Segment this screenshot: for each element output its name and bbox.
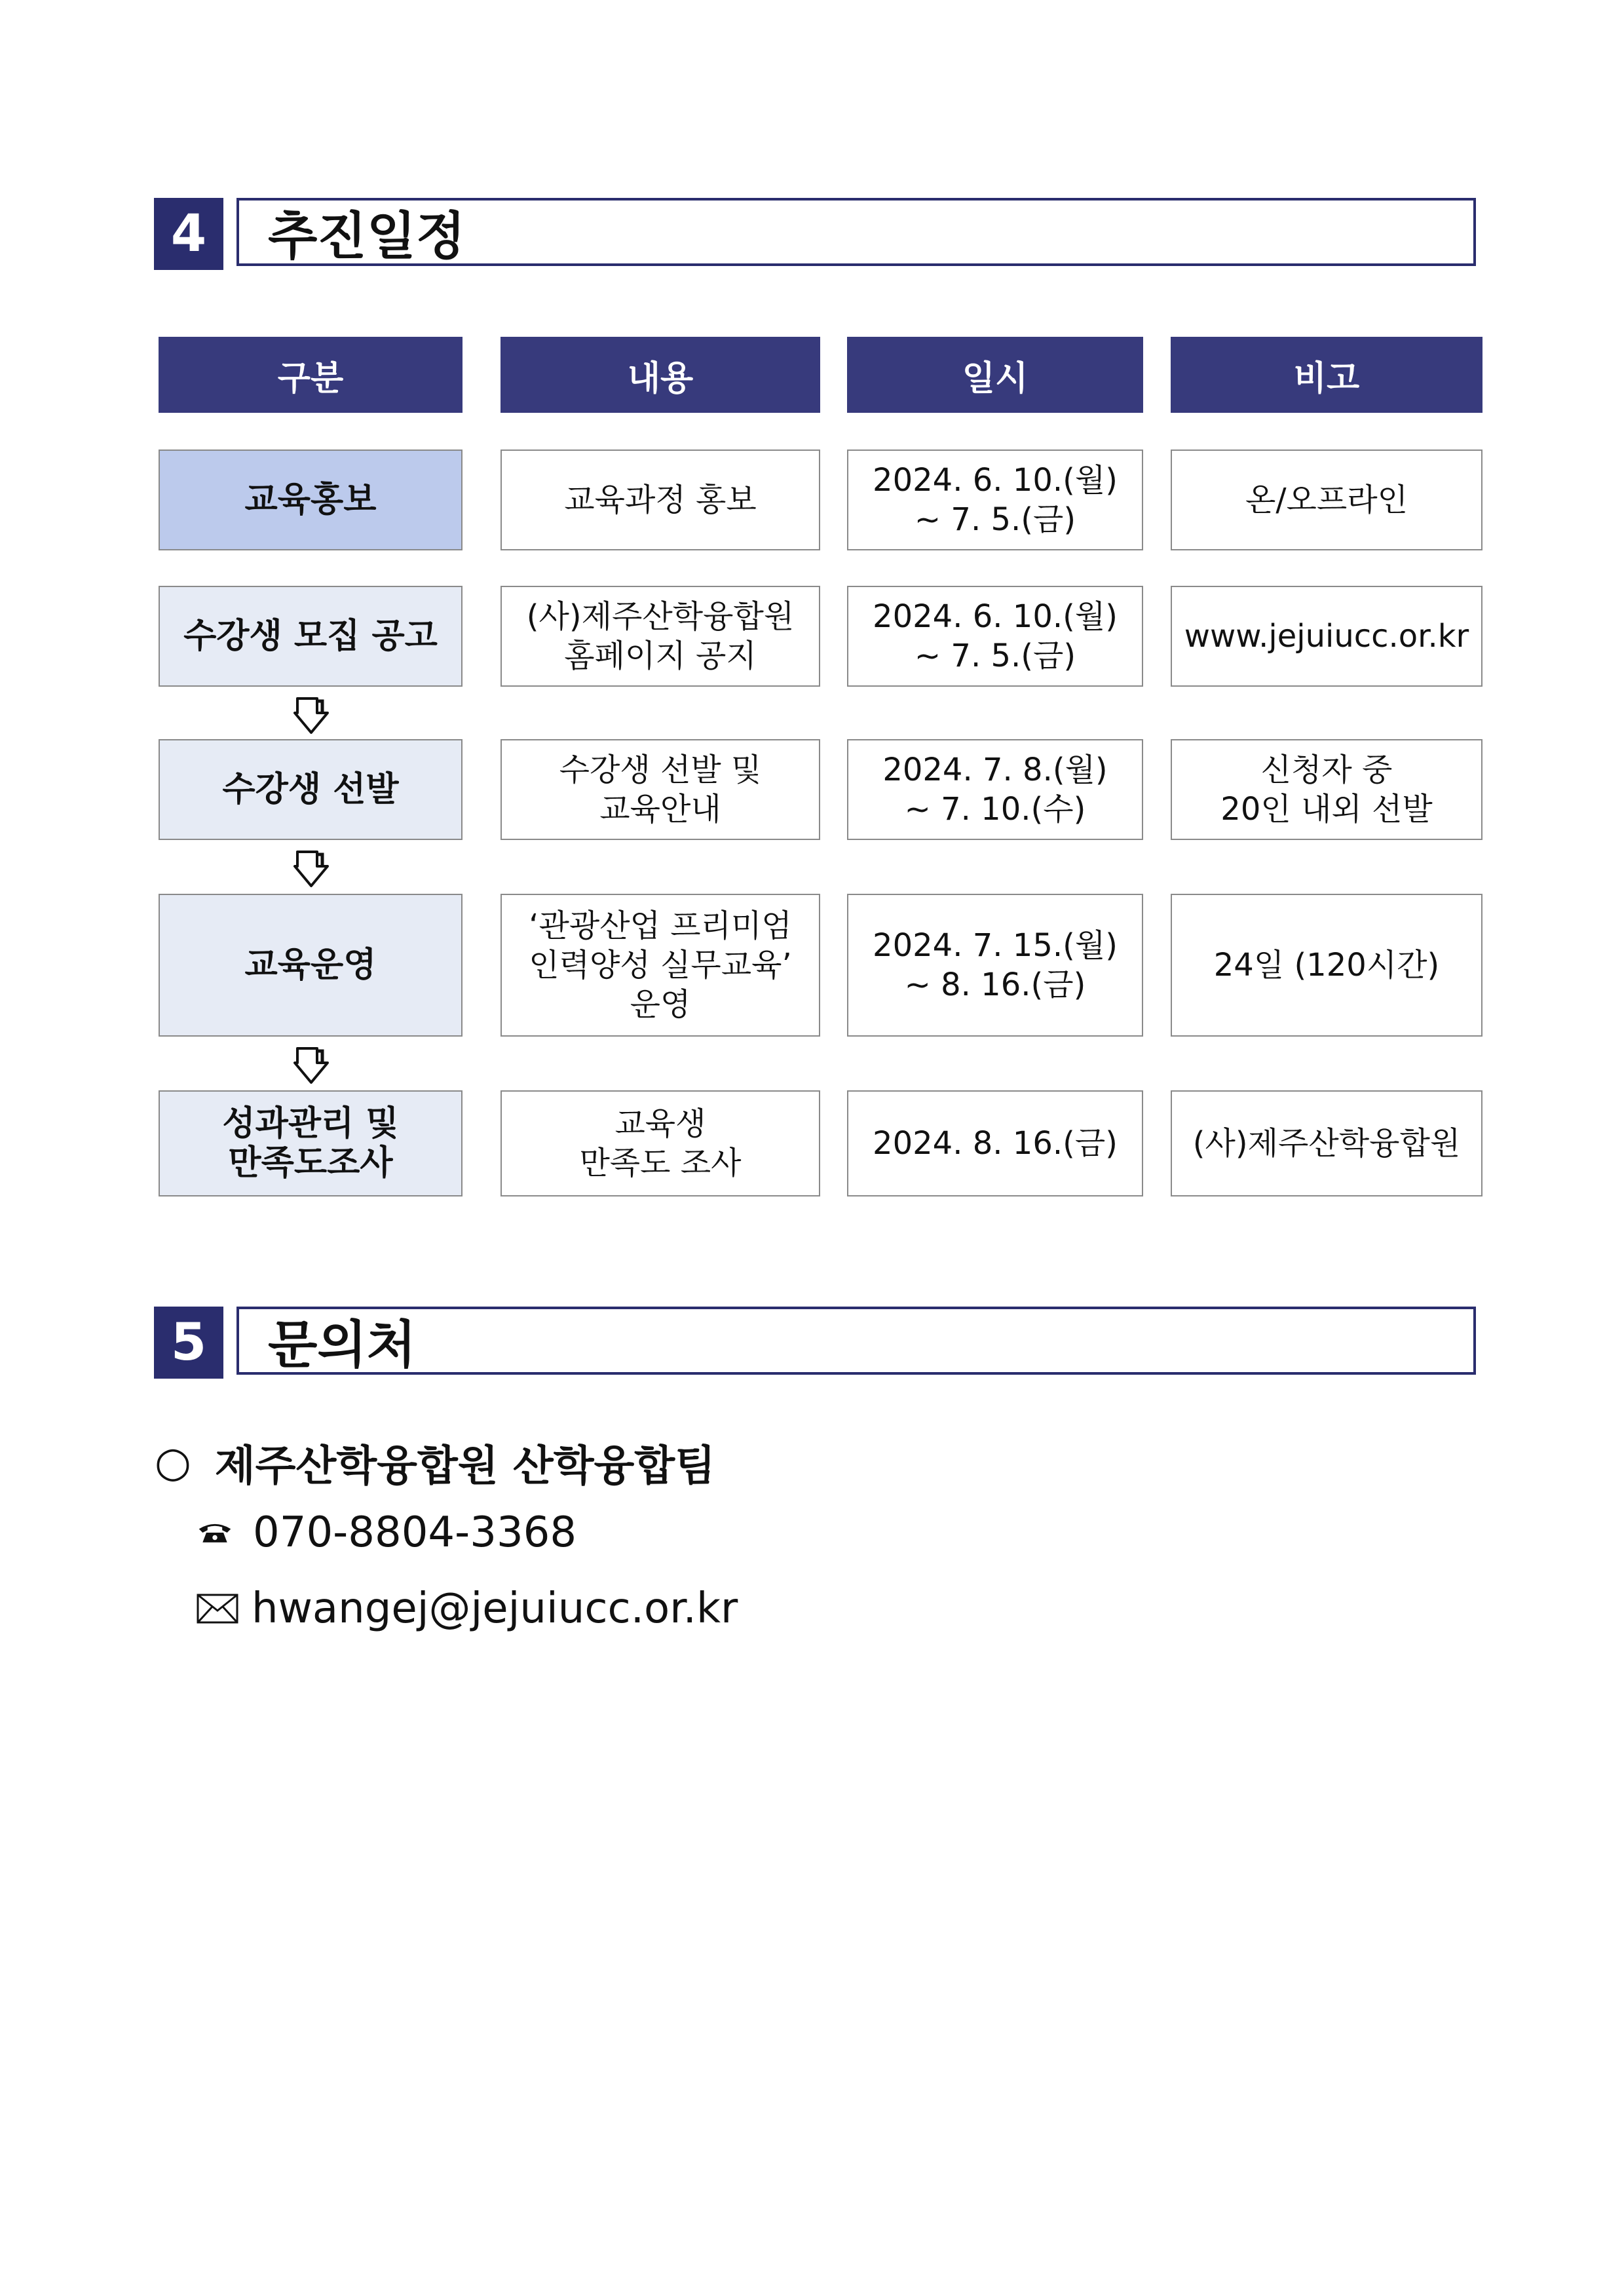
date-cell	[847, 894, 1143, 1037]
date-line: 2024. 6. 10.(월)	[873, 598, 1118, 635]
note-cell	[1171, 586, 1482, 687]
header-date: 일시	[847, 337, 1143, 413]
stage-selection	[159, 739, 463, 840]
content-cell	[500, 894, 820, 1037]
date-line: ~ 8. 16.(금)	[904, 966, 1086, 1003]
section-title-schedule: 추진일정	[236, 198, 1476, 266]
content-cell	[500, 586, 820, 687]
note-cell	[1171, 894, 1482, 1037]
date-line: 2024. 7. 15.(월)	[873, 927, 1118, 964]
envelope-icon	[197, 1594, 238, 1624]
note-line: 온/오프라인	[1245, 482, 1408, 518]
content-line: 운영	[630, 986, 691, 1023]
date-cell	[847, 739, 1143, 840]
date-cell	[847, 450, 1143, 550]
stage-label: 수강생 선발	[222, 770, 399, 809]
stage-label: 교육운영	[244, 946, 377, 985]
date-cell	[847, 1090, 1143, 1196]
stage-promotion	[159, 450, 463, 550]
date-line: ~ 7. 5.(금)	[914, 501, 1076, 538]
stage-label: 수강생 모집 공고	[183, 617, 438, 656]
stage-recruitment-notice	[159, 586, 463, 687]
date-cell	[847, 586, 1143, 687]
down-arrow-icon	[288, 1046, 334, 1085]
stage-label: 만족도조사	[228, 1143, 393, 1183]
stage-label: 성과관리 및	[222, 1104, 399, 1143]
note-cell	[1171, 1090, 1482, 1196]
down-arrow-icon	[288, 849, 334, 889]
note-line: 20인 내외 선발	[1220, 791, 1433, 828]
contact-phone	[197, 1508, 576, 1557]
contact-team	[155, 1432, 715, 1493]
content-cell	[500, 739, 820, 840]
note-line: www.jejuiucc.or.kr	[1184, 618, 1469, 655]
phone-number: 070-8804-3368	[253, 1508, 577, 1557]
content-line: ‘관광산업 프리미엄	[529, 908, 792, 944]
header-category: 구분	[159, 337, 463, 413]
content-cell	[500, 450, 820, 550]
section-title-contact: 문의처	[236, 1307, 1476, 1375]
down-arrow-icon	[288, 696, 334, 735]
team-name: 제주산학융합원 산학융합팀	[214, 1442, 716, 1491]
email-address[interactable]: hwangej@jejuiucc.or.kr	[252, 1584, 738, 1633]
date-line: 2024. 8. 16.(금)	[873, 1125, 1118, 1162]
note-line: 24일 (120시간)	[1213, 947, 1440, 984]
date-line: ~ 7. 10.(수)	[904, 791, 1086, 828]
stage-operation	[159, 894, 463, 1037]
date-line: 2024. 6. 10.(월)	[873, 462, 1118, 499]
date-line: ~ 7. 5.(금)	[914, 638, 1076, 674]
note-line: (사)제주산학융합원	[1192, 1125, 1461, 1162]
note-line: 신청자 중	[1260, 752, 1393, 788]
contact-email	[197, 1584, 738, 1633]
content-line: 홈페이지 공지	[564, 638, 757, 674]
note-cell	[1171, 739, 1482, 840]
header-note: 비고	[1171, 337, 1482, 413]
content-line: 교육과정 홍보	[564, 482, 757, 518]
content-line: 교육생	[614, 1105, 706, 1142]
content-line: 인력양성 실무교육’	[529, 947, 792, 984]
content-cell	[500, 1090, 820, 1196]
section-number-4: 4	[154, 198, 223, 270]
content-line: 만족도 조사	[579, 1145, 742, 1181]
date-line: 2024. 7. 8.(월)	[882, 752, 1108, 788]
content-line: 수강생 선발 및	[559, 752, 762, 788]
content-line: 교육안내	[599, 791, 721, 828]
circle-bullet-icon: ○	[155, 1438, 191, 1487]
note-cell	[1171, 450, 1482, 550]
section-number-5: 5	[154, 1307, 223, 1379]
content-line: (사)제주산학융합원	[526, 598, 795, 635]
stage-label: 교육홍보	[244, 480, 377, 520]
header-content: 내용	[500, 337, 820, 413]
telephone-icon	[197, 1520, 233, 1546]
stage-performance-survey	[159, 1090, 463, 1196]
